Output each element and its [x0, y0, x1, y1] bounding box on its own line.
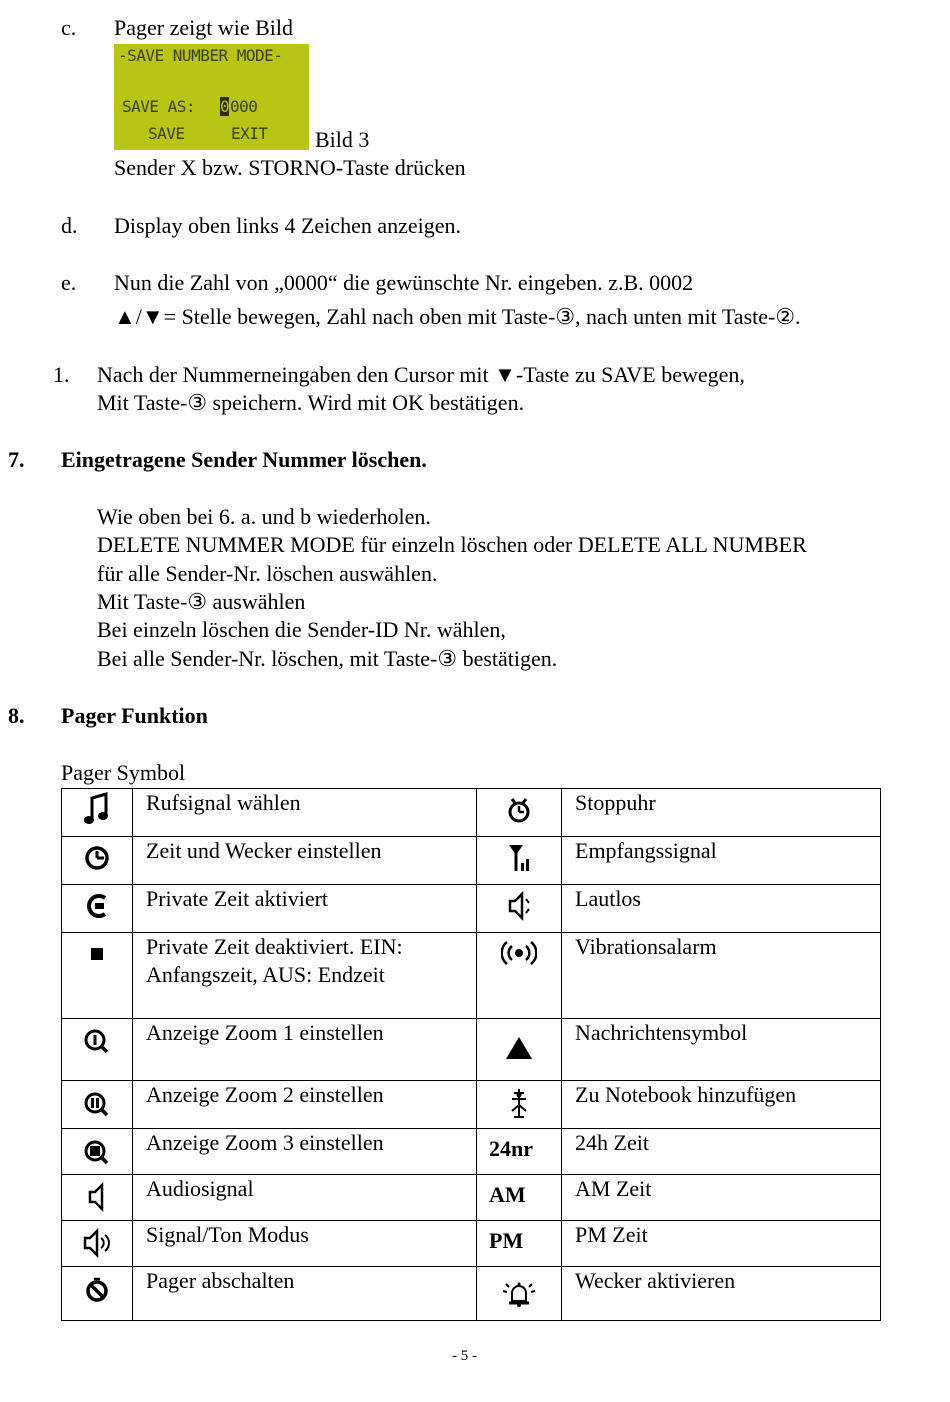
symbol-description: Zu Notebook hinzufügen [562, 1081, 881, 1129]
lcd-number-value: 000 [230, 97, 258, 116]
table-row [62, 1081, 881, 1129]
step-1-line-1: Nach der Nummerneingaben den Cursor mit ▼-Taste zu SAVE bewegen, [97, 362, 745, 387]
section-7-line: Mit Taste-③ auswählen [97, 589, 306, 614]
symbol-description: AM Zeit [562, 1175, 881, 1221]
symbol-description: Empfangssignal [562, 837, 881, 885]
symbol-description: PM Zeit [562, 1221, 881, 1267]
power-off-icon [62, 1267, 133, 1321]
private-time-on-icon [62, 885, 133, 933]
symbol-description: Anzeige Zoom 3 einstellen [133, 1129, 477, 1175]
vibration-icon [477, 933, 562, 1019]
clock-icon [62, 837, 133, 885]
heading-8-title: Pager Funktion [61, 703, 208, 728]
heading-7-title: Eingetragene Sender Nummer löschen. [61, 447, 427, 472]
speaker-mute-icon [477, 885, 562, 933]
step-1-line-2: Mit Taste-③ speichern. Wird mit OK bestätigen. [97, 390, 525, 415]
symbol-description: Anzeige Zoom 1 einstellen [133, 1019, 477, 1081]
section-e-line-1: Nun die Zahl von „0000“ die gewünschte Nr. eingeben. z.B. 0002 [114, 270, 694, 295]
lcd-save-option: SAVE [148, 124, 185, 143]
symbol-description: Anzeige Zoom 2 einstellen [133, 1081, 477, 1129]
figure-label: Bild 3 [315, 127, 370, 152]
time-24h-symbol: 24nr [477, 1129, 562, 1175]
list-marker-c: c. [61, 15, 77, 40]
heading-7-number: 7. [8, 447, 25, 472]
music-note-icon [62, 789, 133, 837]
section-d-text: Display oben links 4 Zeichen anzeigen. [114, 213, 462, 238]
lcd-save-as-label: SAVE AS: [122, 97, 196, 116]
list-marker-d: d. [61, 213, 78, 238]
lcd-cursor: 0 [220, 97, 230, 116]
symbol-description: Stoppuhr [562, 789, 881, 837]
pager-symbol-table [61, 788, 881, 1321]
list-marker-1: 1. [53, 362, 70, 387]
signal-strength-icon [477, 837, 562, 885]
symbol-description: Private Zeit deaktiviert. EIN: Anfangszeit, AUS: Endzeit [133, 933, 477, 1019]
speaker-icon [62, 1175, 133, 1221]
table-row [62, 789, 881, 837]
zoom-3-icon [62, 1129, 133, 1175]
table-row [62, 837, 881, 885]
section-7-line: Bei einzeln löschen die Sender-ID Nr. wählen, [97, 617, 506, 642]
notebook-add-icon [477, 1081, 562, 1129]
symbol-description: Lautlos [562, 885, 881, 933]
zoom-2-icon [62, 1081, 133, 1129]
page-number: - 5 - [452, 1348, 477, 1364]
symbol-description: Signal/Ton Modus [133, 1221, 477, 1267]
lcd-exit-option: EXIT [231, 124, 268, 143]
section-e-line-2: ▲/▼= Stelle bewegen, Zahl nach oben mit Taste-③, nach unten mit Taste-②. [114, 304, 801, 329]
speaker-sound-icon [62, 1221, 133, 1267]
section-c-after: Sender X bzw. STORNO-Taste drücken [114, 155, 466, 180]
section-c-text: Pager zeigt wie Bild [114, 15, 294, 40]
symbol-description: Nachrichtensymbol [562, 1019, 881, 1081]
symbol-description: Audiosignal [133, 1175, 477, 1221]
table-row [62, 933, 881, 1019]
lcd-line-1: -SAVE NUMBER MODE- [118, 46, 283, 65]
am-symbol: AM [477, 1175, 562, 1221]
zoom-1-icon [62, 1019, 133, 1081]
symbol-description: 24h Zeit [562, 1129, 881, 1175]
lcd-display-image [114, 44, 309, 150]
stopwatch-icon [477, 789, 562, 837]
symbol-description: Zeit und Wecker einstellen [133, 837, 477, 885]
section-7-line: DELETE NUMMER MODE für einzeln löschen oder DELETE ALL NUMBER [97, 532, 807, 557]
table-row [62, 1129, 881, 1175]
message-triangle-icon [477, 1019, 562, 1081]
table-row [62, 1019, 881, 1081]
symbol-description: Rufsignal wählen [133, 789, 477, 837]
section-7-line: für alle Sender-Nr. löschen auswählen. [97, 561, 438, 586]
table-row [62, 885, 881, 933]
symbol-description: Wecker aktivieren [562, 1267, 881, 1321]
symbol-description: Vibrationsalarm [562, 933, 881, 1019]
table-row [62, 1267, 881, 1321]
pm-symbol: PM [477, 1221, 562, 1267]
table-row [62, 1221, 881, 1267]
symbol-description: Private Zeit aktiviert [133, 885, 477, 933]
alarm-bell-icon [477, 1267, 562, 1321]
table-row [62, 1175, 881, 1221]
table-caption: Pager Symbol [61, 760, 186, 785]
list-marker-e: e. [61, 270, 77, 295]
private-time-off-icon [62, 933, 133, 1019]
symbol-description: Pager abschalten [133, 1267, 477, 1321]
section-7-line: Bei alle Sender-Nr. löschen, mit Taste-③ bestätigen. [97, 646, 558, 671]
heading-8-number: 8. [8, 703, 25, 728]
section-7-line: Wie oben bei 6. a. und b wiederholen. [97, 504, 431, 529]
